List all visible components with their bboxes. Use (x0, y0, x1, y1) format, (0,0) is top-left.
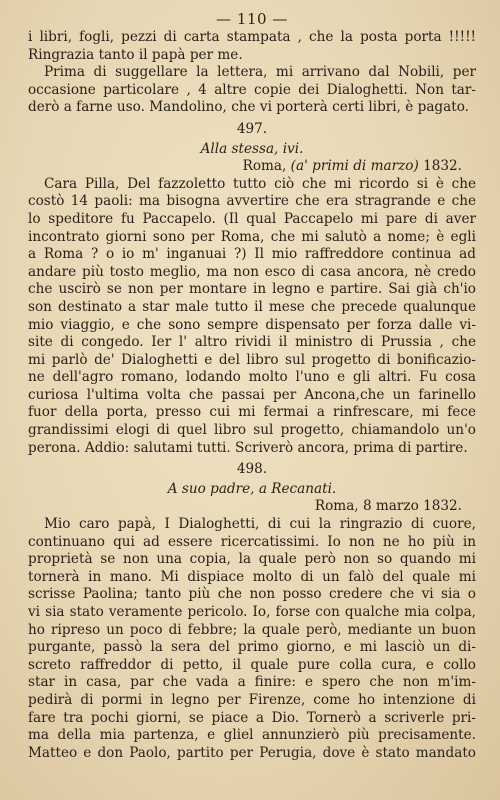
text-line: fare tra pochi giorni, se piace a Dio. Tornerò a scriverle pri- (28, 709, 476, 726)
letter-heading-498: A suo padre, a Recanati. (167, 480, 337, 497)
text-line: Ringrazia tanto il papà per me. (28, 46, 243, 63)
text-line: mi parlò de' Dialoghetti e del libro sul progetto di bonificazio- (28, 351, 476, 368)
text-line: proprietà se non una copia, la quale però non so quando mi (28, 551, 476, 568)
text-line: ho ripreso un poco di febbre; la quale però, mediante un buon (28, 621, 476, 638)
dateline-year: 1832. (418, 158, 462, 175)
letter-heading-497: Alla stessa, ivi. (200, 140, 304, 157)
text-line: vi sia stato veramente pericolo. Io, forse con qualche mia colpa, (28, 604, 476, 620)
letter-number-497: 497. (236, 120, 268, 137)
text-line: andare più tosto meglio, ma non esco di casa ancora, nè credo (28, 263, 476, 280)
dateline-place: Roma, (242, 158, 291, 175)
text-line: purgante, passò la sera del primo giorno, e mi lasciò un di- (28, 639, 476, 656)
text-line: perona. Addio: salutami tutti. Scriverò ancora, prima di partire. (28, 439, 468, 456)
text-line: son destinato a star male tutto il mese che precede qualunque (28, 298, 476, 315)
text-line: ma della mia partenza, e gliel annunzierò più precisamente. (28, 727, 476, 744)
text-line: incontrato giorni sono per Roma, che mi salutò a nome; è egli (28, 228, 476, 245)
text-line: pedirà di pormi in legno per Firenze, come ho intenzione di (28, 691, 476, 708)
text-line: curiosa l'ultima volta che passai per Ancona,che un farinello (28, 386, 476, 403)
top-paragraph (28, 29, 476, 117)
text-line: i libri, fogli, pezzi di carta stampata , che la posta porta !!!!! (28, 29, 476, 45)
text-line: Mio caro papà, I Dialoghetti, di cui la ringrazio di cuore, (44, 516, 476, 533)
letter-body-498 (28, 516, 476, 762)
text-line: derò a farne uso. Mandolino, che vi porterà certi libri, è pagato. (28, 99, 469, 116)
text-line: grandissimi elogi di quel libro sul progetto, chiamandolo un'o (28, 422, 476, 439)
letter-body-497 (28, 176, 476, 458)
text-line: star in casa, par che vada a finire: e spero che non m'im- (28, 674, 476, 691)
text-line: occasione particolare , 4 altre copie dei Dialoghetti. Non tar- (28, 81, 476, 98)
text-line: tornerà in mano. Mi dispiace molto di un falò del quale mi (28, 568, 476, 585)
letter-number-498: 498. (236, 461, 268, 478)
text-line: fuor della porta, presso cui mi fermai a rinfrescare, mi fece (28, 404, 476, 421)
text-line: mio viaggio, e che sono sempre dispensato per forza dalle vi- (28, 316, 476, 333)
text-line: che uscirò se non per montare in legno e partire. Sai già ch'io (28, 281, 476, 298)
text-line: lo speditore fu Paccapelo. (Il qual Paccapelo mi pare di aver (28, 210, 476, 227)
letter-dateline-498: Roma, 8 marzo 1832. (314, 498, 462, 515)
page-number: — 110 — (216, 10, 288, 28)
text-line: Matteo e don Paolo, partito per Perugia, dove è stato mandato (28, 744, 476, 761)
text-line: a Roma ? o io m' inganuai ?) Il mio raffreddore continua ad (28, 246, 476, 263)
letter-dateline-497 (28, 158, 476, 176)
text-line: scrisse Paolina; tanto più che non posso credere che vi sia o (28, 586, 476, 603)
dateline-italic: (a' primi di marzo) (290, 158, 419, 175)
text-line: Prima di suggellare la lettera, mi arrivano dal Nobili, per (44, 64, 476, 81)
text-line: Cara Pilla, Del fazzoletto tutto ciò che mi ricordo si è che (44, 175, 476, 192)
text-line: continuano qui ad essere ricercatissimi. Io non ne ho più in (28, 533, 476, 550)
text-line: costò 14 paoli: ma bisogna avvertire che era stragrande e che (28, 193, 476, 210)
text-line: site di congedo. Ier l' altro rividi il ministro di Prussia , che (28, 334, 476, 351)
text-line: ne dell'agro romano, lodando molto l'uno e gli altri. Fu cosa (28, 369, 476, 386)
text-line: screto raffreddor di petto, il quale pure colla cura, e collo (28, 656, 476, 673)
